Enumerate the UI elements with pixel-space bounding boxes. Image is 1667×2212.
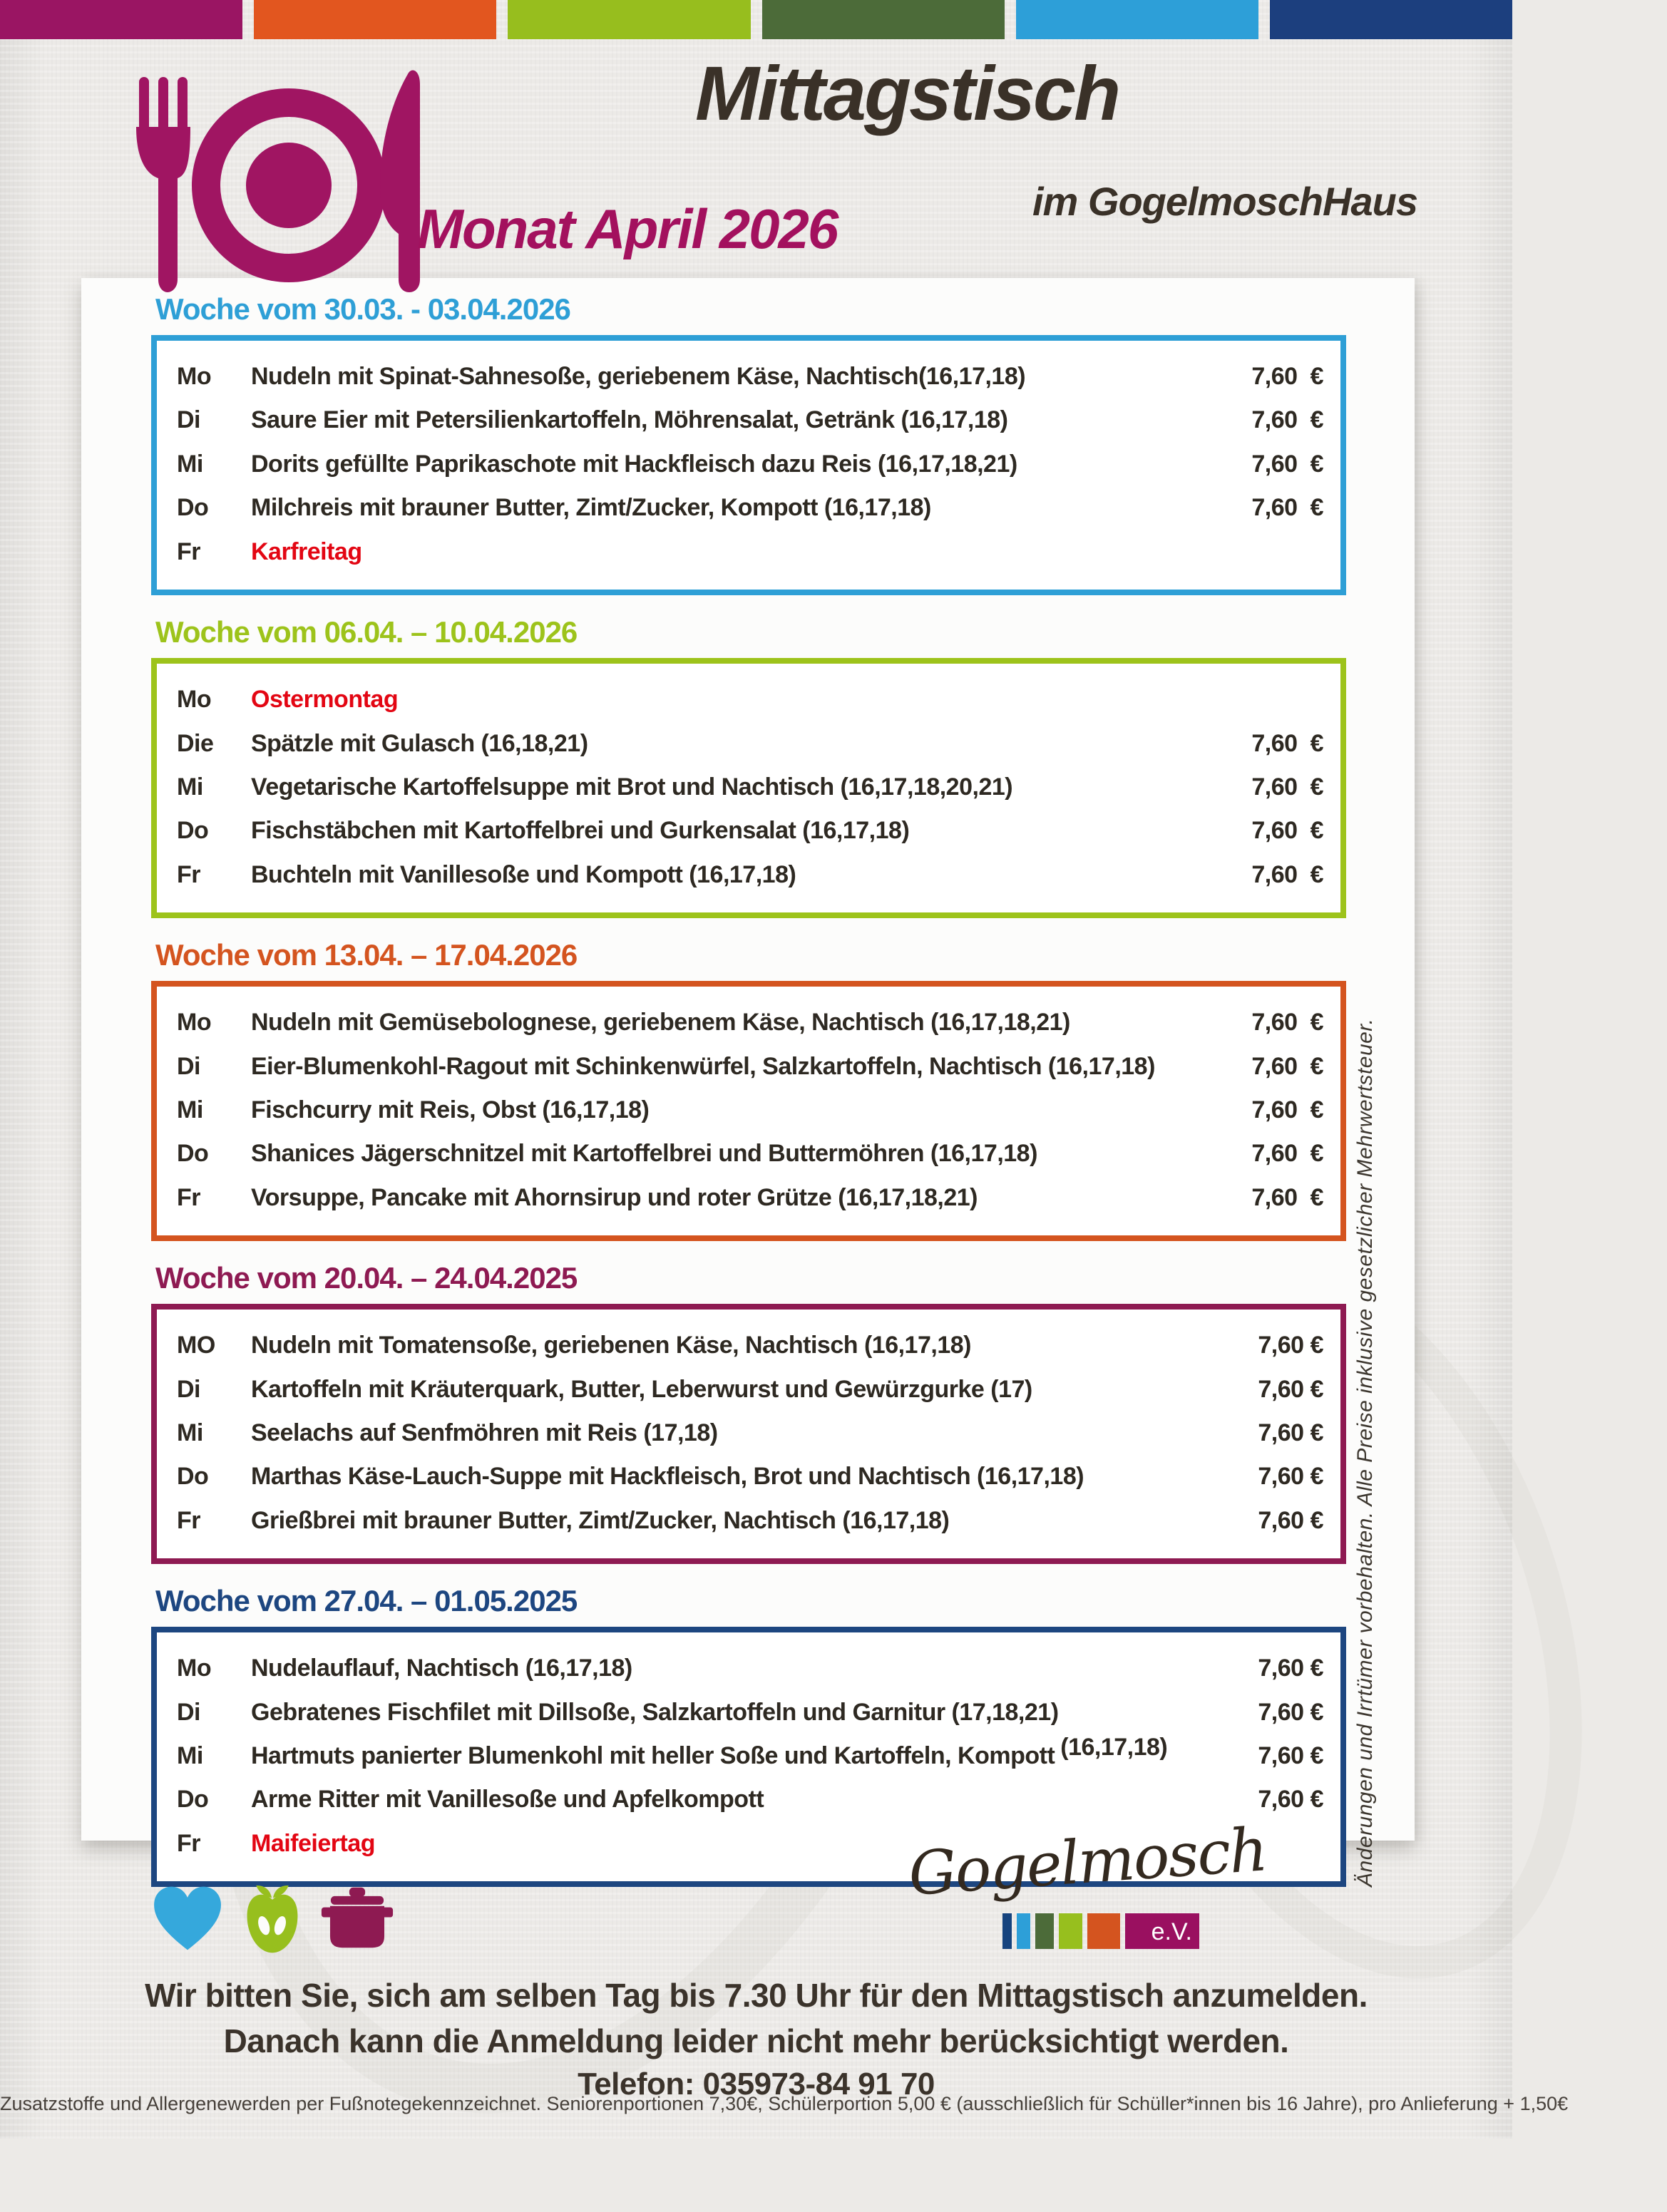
day-label: Mi bbox=[177, 450, 203, 478]
price: 7,60 € bbox=[1251, 494, 1323, 522]
day-label: Di bbox=[177, 1052, 200, 1080]
allergen-note: (16,17,18) bbox=[1060, 1734, 1168, 1761]
dish-text: Shanices Jägerschnitzel mit Kartoffelbrei und Buttermöhren (16,17,18) bbox=[251, 1140, 1037, 1168]
day-label: Di bbox=[177, 1375, 200, 1403]
day-label: Fr bbox=[177, 1183, 200, 1211]
menu-row bbox=[168, 1089, 1323, 1132]
week-section bbox=[81, 294, 1415, 595]
currency: € bbox=[1310, 1332, 1323, 1359]
day-label: Mi bbox=[177, 773, 203, 801]
currency: € bbox=[1310, 406, 1323, 434]
price: 7,60 € bbox=[1258, 1463, 1323, 1491]
dish-text: Nudeln mit Tomatensoße, geriebenen Käse, Nachtisch (16,17,18) bbox=[251, 1332, 971, 1359]
gogelmosch-logo bbox=[906, 1814, 1269, 1960]
day-label: MO bbox=[177, 1332, 215, 1359]
currency: € bbox=[1310, 1140, 1323, 1168]
dish-text: Vorsuppe, Pancake mit Ahornsirup und roter Grütze (16,17,18,21) bbox=[251, 1183, 978, 1211]
menu-row bbox=[168, 1647, 1323, 1690]
price: 7,60 € bbox=[1258, 1375, 1323, 1403]
price: 7,60 € bbox=[1258, 1655, 1323, 1682]
legal-side-note: Änderungen und Irrtümer vorbehalten. Alle Preise inklusive gesetzlicher Mehrwertsteuer. bbox=[1353, 1018, 1377, 1887]
price: 7,60 € bbox=[1251, 1052, 1323, 1080]
day-label: Do bbox=[177, 817, 209, 845]
menu-row bbox=[168, 1176, 1323, 1220]
menu-row bbox=[168, 1778, 1323, 1821]
color-bar bbox=[508, 0, 750, 39]
day-label: Mo bbox=[177, 1655, 212, 1682]
currency: € bbox=[1310, 1375, 1323, 1403]
menu-row bbox=[168, 722, 1323, 766]
week-heading: Woche vom 30.03. - 03.04.2026 bbox=[155, 292, 570, 326]
price: 7,60 € bbox=[1251, 1183, 1323, 1211]
dish-text: Fischcurry mit Reis, Obst (16,17,18) bbox=[251, 1096, 650, 1123]
footer-note-line2: Danach kann die Anmeldung leider nicht mehr berücksichtigt werden. bbox=[223, 2022, 1289, 2059]
menu-card bbox=[81, 278, 1415, 1857]
dish-text: Grießbrei mit brauner Butter, Zimt/Zucker, Nachtisch (16,17,18) bbox=[251, 1506, 950, 1534]
menu-row bbox=[168, 853, 1323, 897]
dish-text: Arme Ritter mit Vanillesoße und Apfelkompott bbox=[251, 1786, 764, 1814]
dish-text: Dorits gefüllte Paprikaschote mit Hackfleisch dazu Reis (16,17,18,21) bbox=[251, 450, 1017, 478]
page-title: Mittagstisch bbox=[695, 50, 1119, 136]
dish-text: Hartmuts panierter Blumenkohl mit heller Soße und Kartoffeln, Kompott (16,17,18) bbox=[251, 1734, 1168, 1770]
footer-fine-print: Zusatzstoffe und Allergenewerden per Fußnotegekennzeichnet. Seniorenportionen 7,30€, Schülerportion 5,00 € (ausschließlich für Schüller*innen bis 16 Jahre), pro Anlieferung + 1,50€ bbox=[0, 2093, 1569, 2114]
currency: € bbox=[1310, 363, 1323, 391]
week-section bbox=[81, 1262, 1415, 1564]
currency: € bbox=[1310, 860, 1323, 888]
dish-text: Eier-Blumenkohl-Ragout mit Schinkenwürfel, Salzkartoffeln, Nachtisch (16,17,18) bbox=[251, 1052, 1155, 1080]
logo-square bbox=[1087, 1913, 1120, 1949]
price: 7,60 € bbox=[1258, 1419, 1323, 1447]
currency: € bbox=[1310, 1742, 1323, 1770]
dish-text: Buchteln mit Vanillesoße und Kompott (16,17,18) bbox=[251, 860, 796, 888]
dish-text: Milchreis mit brauner Butter, Zimt/Zucker, Kompott (16,17,18) bbox=[251, 494, 931, 522]
menu-row bbox=[168, 1045, 1323, 1089]
holiday-label: Karfreitag bbox=[251, 537, 362, 565]
dish-text: Fischstäbchen mit Kartoffelbrei und Gurkensalat (16,17,18) bbox=[251, 817, 910, 845]
currency: € bbox=[1310, 773, 1323, 801]
logo-square bbox=[1002, 1913, 1012, 1949]
color-bar bbox=[1016, 0, 1258, 39]
day-label: Do bbox=[177, 494, 209, 522]
currency: € bbox=[1310, 729, 1323, 757]
dish-text: Nudeln mit Gemüsebolognese, geriebenem Käse, Nachtisch (16,17,18,21) bbox=[251, 1009, 1070, 1036]
menu-row bbox=[168, 398, 1323, 442]
week-heading: Woche vom 20.04. – 24.04.2025 bbox=[155, 1261, 578, 1295]
logo-square bbox=[1017, 1913, 1030, 1949]
week-box bbox=[151, 658, 1346, 918]
menu-row bbox=[168, 1691, 1323, 1734]
currency: € bbox=[1310, 1463, 1323, 1491]
currency: € bbox=[1310, 450, 1323, 478]
heart-icon bbox=[151, 1884, 224, 1958]
footer-phone: Telefon: 035973-84 91 70 bbox=[578, 2067, 935, 2102]
dish-text: Marthas Käse-Lauch-Suppe mit Hackfleisch, Brot und Nachtisch (16,17,18) bbox=[251, 1463, 1084, 1491]
menu-row bbox=[168, 1001, 1323, 1044]
apple-icon bbox=[242, 1884, 302, 1959]
menu-row bbox=[168, 355, 1323, 398]
dish-text: Seelachs auf Senfmöhren mit Reis (17,18) bbox=[251, 1419, 718, 1447]
menu-row bbox=[168, 1411, 1323, 1455]
menu-row bbox=[168, 1734, 1323, 1778]
price: 7,60 € bbox=[1251, 1096, 1323, 1123]
price: 7,60 € bbox=[1251, 773, 1323, 801]
day-label: Do bbox=[177, 1463, 209, 1491]
menu-row bbox=[168, 766, 1323, 809]
price: 7,60 € bbox=[1258, 1506, 1323, 1534]
currency: € bbox=[1310, 1009, 1323, 1036]
day-label: Fr bbox=[177, 860, 200, 888]
week-section bbox=[81, 617, 1415, 918]
week-heading: Woche vom 06.04. – 10.04.2026 bbox=[155, 615, 578, 649]
week-heading: Woche vom 13.04. – 17.04.2026 bbox=[155, 938, 578, 972]
week-box bbox=[151, 335, 1346, 595]
currency: € bbox=[1310, 1506, 1323, 1534]
price: 7,60 € bbox=[1251, 1140, 1323, 1168]
footer-note-line1: Wir bitten Sie, sich am selben Tag bis 7.30 Uhr für den Mittagstisch anzumelden. bbox=[145, 1977, 1368, 2014]
currency: € bbox=[1310, 1698, 1323, 1726]
day-label: Mo bbox=[177, 363, 212, 391]
price: 7,60 € bbox=[1251, 860, 1323, 888]
price: 7,60 € bbox=[1251, 729, 1323, 757]
price: 7,60 € bbox=[1251, 450, 1323, 478]
week-section bbox=[81, 940, 1415, 1241]
menu-row bbox=[168, 1455, 1323, 1498]
currency: € bbox=[1310, 1419, 1323, 1447]
top-bars bbox=[0, 0, 1512, 39]
menu-row bbox=[168, 443, 1323, 486]
logo-wordmark: Gogelmosch bbox=[906, 1814, 1269, 1909]
currency: € bbox=[1310, 1052, 1323, 1080]
price: 7,60 € bbox=[1251, 1009, 1323, 1036]
day-label: Do bbox=[177, 1786, 209, 1814]
menu-row bbox=[168, 530, 1323, 574]
day-label: Mi bbox=[177, 1419, 203, 1447]
holiday-label: Ostermontag bbox=[251, 686, 399, 714]
dish-text: Nudelauflauf, Nachtisch (16,17,18) bbox=[251, 1655, 632, 1682]
menu-row bbox=[168, 1368, 1323, 1411]
week-box bbox=[151, 981, 1346, 1241]
currency: € bbox=[1310, 817, 1323, 845]
color-bar bbox=[762, 0, 1005, 39]
week-heading: Woche vom 27.04. – 01.05.2025 bbox=[155, 1584, 578, 1618]
day-label: Mi bbox=[177, 1742, 203, 1770]
menu-row bbox=[168, 1499, 1323, 1543]
day-label: Mi bbox=[177, 1096, 203, 1123]
color-bar bbox=[254, 0, 496, 39]
logo-squares bbox=[1002, 1913, 1199, 1949]
day-label: Fr bbox=[177, 1506, 200, 1534]
menu-row bbox=[168, 486, 1323, 530]
day-label: Die bbox=[177, 729, 214, 757]
currency: € bbox=[1310, 1183, 1323, 1211]
dish-text: Vegetarische Kartoffelsuppe mit Brot und Nachtisch (16,17,18,20,21) bbox=[251, 773, 1013, 801]
logo-ev-block: e.V. bbox=[1125, 1913, 1199, 1949]
dish-text: Kartoffeln mit Kräuterquark, Butter, Leberwurst und Gewürzgurke (17) bbox=[251, 1375, 1032, 1403]
menu-row bbox=[168, 678, 1323, 721]
day-label: Do bbox=[177, 1140, 209, 1168]
day-label: Di bbox=[177, 406, 200, 434]
day-label: Mo bbox=[177, 686, 212, 714]
price: 7,60 € bbox=[1251, 817, 1323, 845]
month-line: Monat April 2026 bbox=[417, 197, 838, 260]
currency: € bbox=[1310, 1655, 1323, 1682]
footer-icons bbox=[151, 1884, 394, 1959]
color-bar bbox=[0, 0, 242, 39]
menu-row bbox=[168, 1132, 1323, 1176]
pot-icon bbox=[321, 1884, 394, 1955]
price: 7,60 € bbox=[1251, 363, 1323, 391]
dish-text: Spätzle mit Gulasch (16,18,21) bbox=[251, 729, 588, 757]
logo-square bbox=[1035, 1913, 1054, 1949]
color-bar bbox=[1270, 0, 1512, 39]
holiday-label: Maifeiertag bbox=[251, 1829, 375, 1857]
cutlery-plate-icon bbox=[130, 66, 424, 295]
currency: € bbox=[1310, 494, 1323, 522]
day-label: Fr bbox=[177, 537, 200, 565]
price: 7,60 € bbox=[1258, 1332, 1323, 1359]
dish-text: Saure Eier mit Petersilienkartoffeln, Möhrensalat, Getränk (16,17,18) bbox=[251, 406, 1008, 434]
price: 7,60 € bbox=[1251, 406, 1323, 434]
price: 7,60 € bbox=[1258, 1786, 1323, 1814]
page-subtitle: im GogelmoschHaus bbox=[1032, 179, 1417, 224]
currency: € bbox=[1310, 1786, 1323, 1814]
day-label: Fr bbox=[177, 1829, 200, 1857]
price: 7,60 € bbox=[1258, 1742, 1323, 1770]
day-label: Mo bbox=[177, 1009, 212, 1036]
price: 7,60 € bbox=[1258, 1698, 1323, 1726]
menu-row bbox=[168, 809, 1323, 853]
day-label: Di bbox=[177, 1698, 200, 1726]
menu-row bbox=[168, 1324, 1323, 1367]
currency: € bbox=[1310, 1096, 1323, 1123]
dish-text: Gebratenes Fischfilet mit Dillsoße, Salzkartoffeln und Garnitur (17,18,21) bbox=[251, 1698, 1059, 1726]
dish-text: Nudeln mit Spinat-Sahnesoße, geriebenem Käse, Nachtisch(16,17,18) bbox=[251, 363, 1026, 391]
logo-square bbox=[1059, 1913, 1082, 1949]
weeks-container bbox=[81, 278, 1415, 1887]
week-box bbox=[151, 1304, 1346, 1564]
